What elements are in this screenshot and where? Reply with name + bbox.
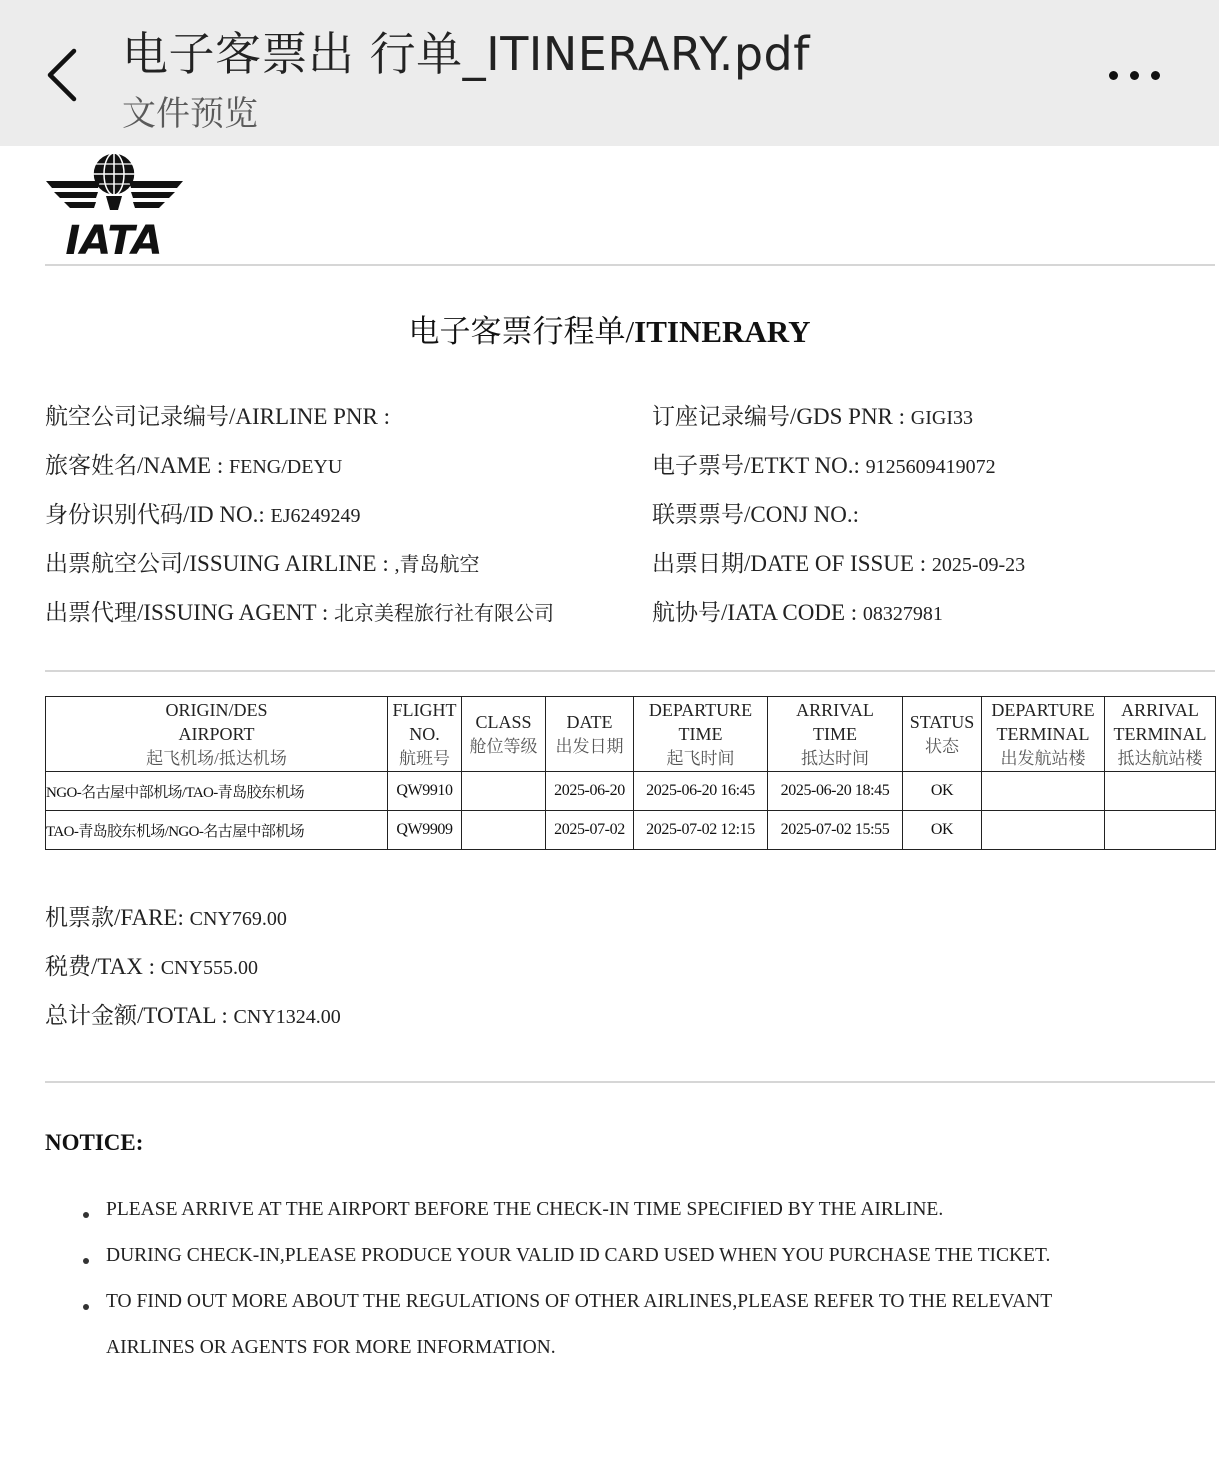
bullet-icon: [83, 1258, 89, 1264]
file-preview-header: [0, 0, 1219, 146]
more-options-button[interactable]: [1094, 50, 1174, 100]
chevron-left-icon: [44, 45, 78, 105]
route-cell: TAO-青岛胶东机场/NGO-名古屋中部机场: [46, 811, 388, 850]
fare-field: 机票款/FARE: CNY769.00: [45, 905, 287, 930]
class-cell: [462, 811, 546, 850]
status-cell: OK: [903, 772, 982, 811]
table-row: [46, 811, 1216, 850]
bullet-icon: [83, 1212, 89, 1218]
status-cell: OK: [903, 811, 982, 850]
passenger-name-field: 旅客姓名/NAME : FENG/DEYU: [45, 453, 343, 478]
date-cell: 2025-06-20: [546, 772, 634, 811]
document-title: 电子客票行程单/ITINERARY: [408, 314, 811, 349]
etkt-no-field: 电子票号/ETKT NO.: 9125609419072: [652, 453, 996, 478]
departure-time-cell: 2025-06-20 16:45: [634, 772, 768, 811]
notice-item-continued: AIRLINES OR AGENTS FOR MORE INFORMATION.: [106, 1337, 556, 1358]
column-header: DEPARTURE TERMINAL 出发航站楼: [982, 697, 1105, 772]
column-header: DEPARTURE TIME 起飞时间: [634, 697, 768, 772]
gds-pnr-field: 订座记录编号/GDS PNR : GIGI33: [652, 404, 974, 429]
airline-pnr-field: 航空公司记录编号/AIRLINE PNR :: [45, 404, 390, 429]
tax-field: 税费/TAX : CNY555.00: [45, 954, 258, 979]
column-header: STATUS 状态: [903, 697, 982, 772]
table-row: [46, 772, 1216, 811]
id-no-field: 身份识别代码/ID NO.: EJ6249249: [45, 502, 361, 527]
iata-code-field: 航协号/IATA CODE : 08327981: [652, 600, 943, 625]
departure-time-cell: 2025-07-02 12:15: [634, 811, 768, 850]
column-header: DATE 出发日期: [546, 697, 634, 772]
notice-item: TO FIND OUT MORE ABOUT THE REGULATIONS OF OTHER AIRLINES,PLEASE REFER TO THE RELEVANT: [106, 1291, 1053, 1312]
arrival-terminal-cell: [1105, 811, 1216, 850]
route-cell: NGO-名古屋中部机场/TAO-青岛胶东机场: [46, 772, 388, 811]
date-cell: 2025-07-02: [546, 811, 634, 850]
iata-logo: [42, 146, 187, 258]
conj-no-field: 联票票号/CONJ NO.:: [652, 502, 860, 527]
arrival-time-cell: 2025-07-02 15:55: [768, 811, 903, 850]
date-of-issue-field: 出票日期/DATE OF ISSUE : 2025-09-23: [652, 551, 1026, 576]
more-dots-icon: [1109, 71, 1118, 80]
back-button[interactable]: [36, 40, 86, 110]
pdf-document: [0, 146, 1219, 1465]
arrival-time-cell: 2025-06-20 18:45: [768, 772, 903, 811]
issuing-airline-field: 出票航空公司/ISSUING AIRLINE : ,青岛航空: [45, 551, 480, 576]
file-title: 电子客票出 行单_ITINERARY.pdf: [122, 27, 810, 81]
file-subtitle: 文件预览: [122, 94, 258, 134]
column-header: CLASS 舱位等级: [462, 697, 546, 772]
column-header: FLIGHT NO. 航班号: [388, 697, 462, 772]
itinerary-table: [45, 696, 1216, 850]
divider: [45, 670, 1215, 672]
column-header: ARRIVAL TIME 抵达时间: [768, 697, 903, 772]
total-field: 总计金额/TOTAL : CNY1324.00: [45, 1003, 341, 1028]
departure-terminal-cell: [982, 772, 1105, 811]
column-header: ORIGIN/DES AIRPORT 起飞机场/抵达机场: [46, 697, 388, 772]
divider: [45, 1081, 1215, 1083]
issuing-agent-field: 出票代理/ISSUING AGENT : 北京美程旅行社有限公司: [45, 600, 555, 625]
arrival-terminal-cell: [1105, 772, 1216, 811]
departure-terminal-cell: [982, 811, 1105, 850]
notice-heading: NOTICE:: [45, 1130, 144, 1155]
column-header: ARRIVAL TERMINAL 抵达航站楼: [1105, 697, 1216, 772]
notice-item: PLEASE ARRIVE AT THE AIRPORT BEFORE THE CHECK-IN TIME SPECIFIED BY THE AIRLINE.: [106, 1199, 944, 1220]
bullet-icon: [83, 1304, 89, 1310]
flight-cell: QW9909: [388, 811, 462, 850]
svg-text:IATA: IATA: [65, 218, 163, 258]
class-cell: [462, 772, 546, 811]
divider: [45, 264, 1215, 266]
table-header-row: [46, 697, 1216, 772]
flight-cell: QW9910: [388, 772, 462, 811]
notice-item: DURING CHECK-IN,PLEASE PRODUCE YOUR VALID ID CARD USED WHEN YOU PURCHASE THE TICKET.: [106, 1245, 1051, 1266]
